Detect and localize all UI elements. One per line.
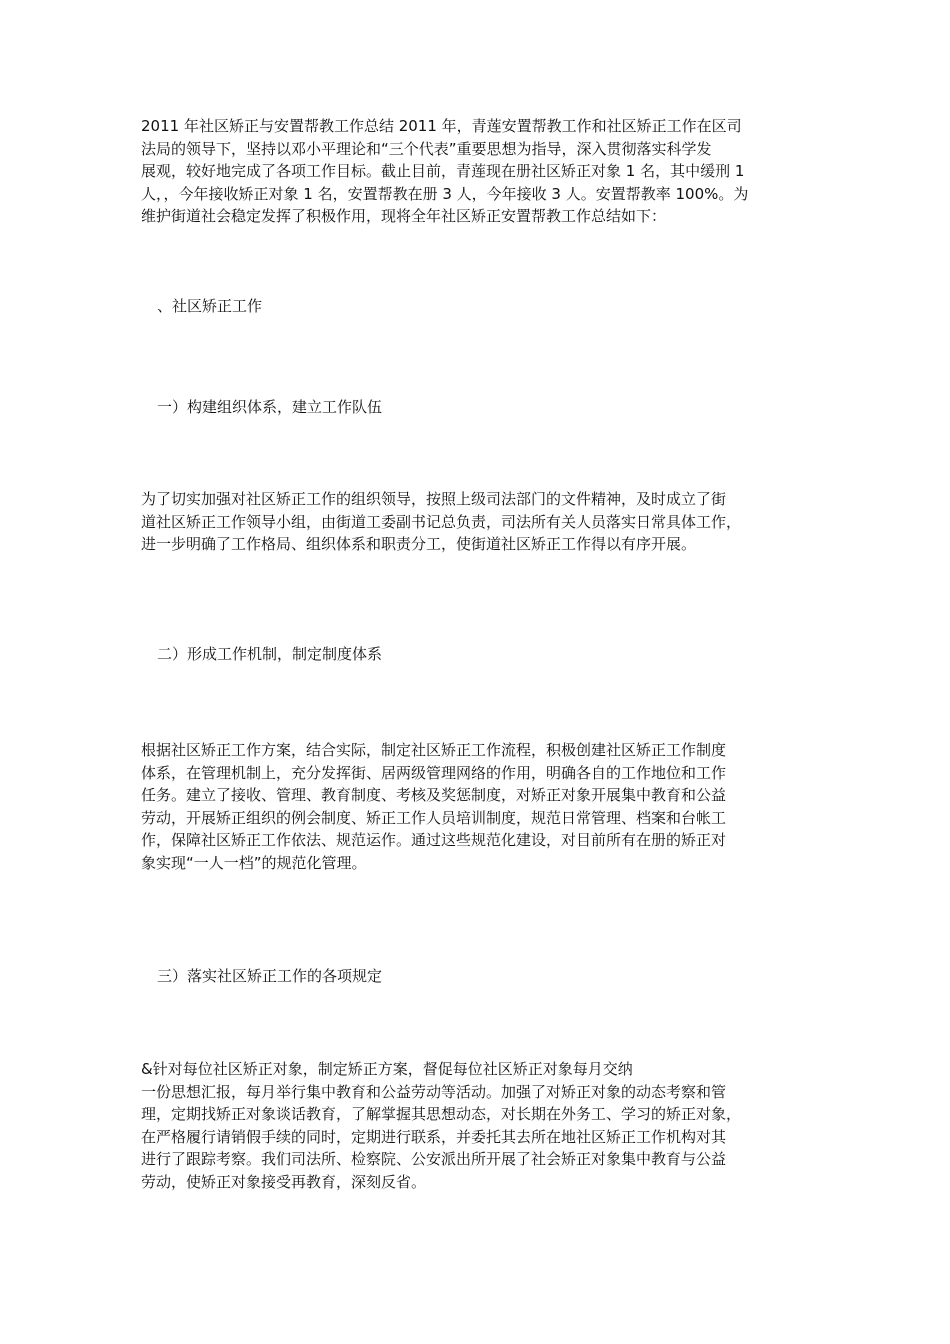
subsection-title-2: 二）形成工作机制，制定制度体系 — [157, 645, 383, 663]
subsection-3-body — [141, 1058, 831, 1193]
body-line: 象实现“一人一档”的规范化管理。 — [141, 853, 367, 872]
body-line: 在严格履行请销假手续的同时，定期进行联系，并委托其去所在地社区矫正工作机构对其 — [141, 1127, 727, 1146]
subsection-2-body — [141, 739, 831, 874]
body-line: 理，定期找矫正对象谈话教育，了解掌握其思想动态，对长期在外务工、学习的矫正对象， — [141, 1105, 742, 1123]
intro-line: 法局的领导下，坚持以邓小平理论和“三个代表”重要思想为指导，深入贯彻落实科学发 — [141, 139, 712, 158]
body-line: 进行了跟踪考察。我们司法所、检察院、公安派出所开展了社会矫正对象集中教育与公益 — [141, 1150, 727, 1168]
body-line: 劳动，使矫正对象接受再教育，深刻反省。 — [141, 1172, 427, 1191]
intro-line: 展观，较好地完成了各项工作目标。截止目前，青莲现在册社区矫正对象 1 名，其中缓刑 1 — [141, 162, 745, 180]
section-title: 、社区矫正工作 — [157, 297, 263, 315]
body-line: 劳动，开展矫正组织的例会制度、矫正工作人员培训制度，规范日常管理、档案和台帐工 — [141, 808, 727, 827]
body-line: 进一步明确了工作格局、组织体系和职责分工，使街道社区矫正工作得以有序开展。 — [141, 535, 697, 553]
body-line: 作，保障社区矫正工作依法、规范运作。通过这些规范化建设，对目前所有在册的矫正对 — [141, 831, 727, 849]
body-line: 任务。建立了接收、管理、教育制度、考核及奖惩制度，对矫正对象开展集中教育和公益 — [141, 786, 727, 804]
subsection-1-body — [141, 488, 831, 556]
body-line: 根据社区矫正工作方案，结合实际，制定社区矫正工作流程，积极创建社区矫正工作制度 — [141, 741, 727, 759]
intro-paragraph — [141, 115, 831, 228]
body-line: 一份思想汇报，每月举行集中教育和公益劳动等活动。加强了对矫正对象的动态考察和管 — [141, 1082, 727, 1101]
body-line: &针对每位社区矫正对象，制定矫正方案，督促每位社区矫正对象每月交纳 — [141, 1060, 633, 1078]
subsection-title-3: 三）落实社区矫正工作的各项规定 — [157, 967, 383, 985]
body-line: 体系，在管理机制上，充分发挥街、居两级管理网络的作用，明确各自的工作地位和工作 — [141, 763, 727, 782]
intro-line: 2011 年社区矫正与安置帮教工作总结 2011 年，青莲安置帮教工作和社区矫正工作在区司 — [141, 117, 742, 135]
body-line: 为了切实加强对社区矫正工作的组织领导，按照上级司法部门的文件精神，及时成立了街 — [141, 490, 727, 508]
subsection-title-1: 一）构建组织体系，建立工作队伍 — [157, 398, 383, 416]
intro-line: 维护街道社会稳定发挥了积极作用，现将全年社区矫正安置帮教工作总结如下： — [141, 207, 667, 225]
body-line: 道社区矫正工作领导小组，由街道工委副书记总负责，司法所有关人员落实日常具体工作， — [141, 512, 742, 531]
intro-line: 人，，今年接收矫正对象 1 名，安置帮教在册 3 人，今年接收 3 人。安置帮教率 100%。为 — [141, 184, 749, 203]
